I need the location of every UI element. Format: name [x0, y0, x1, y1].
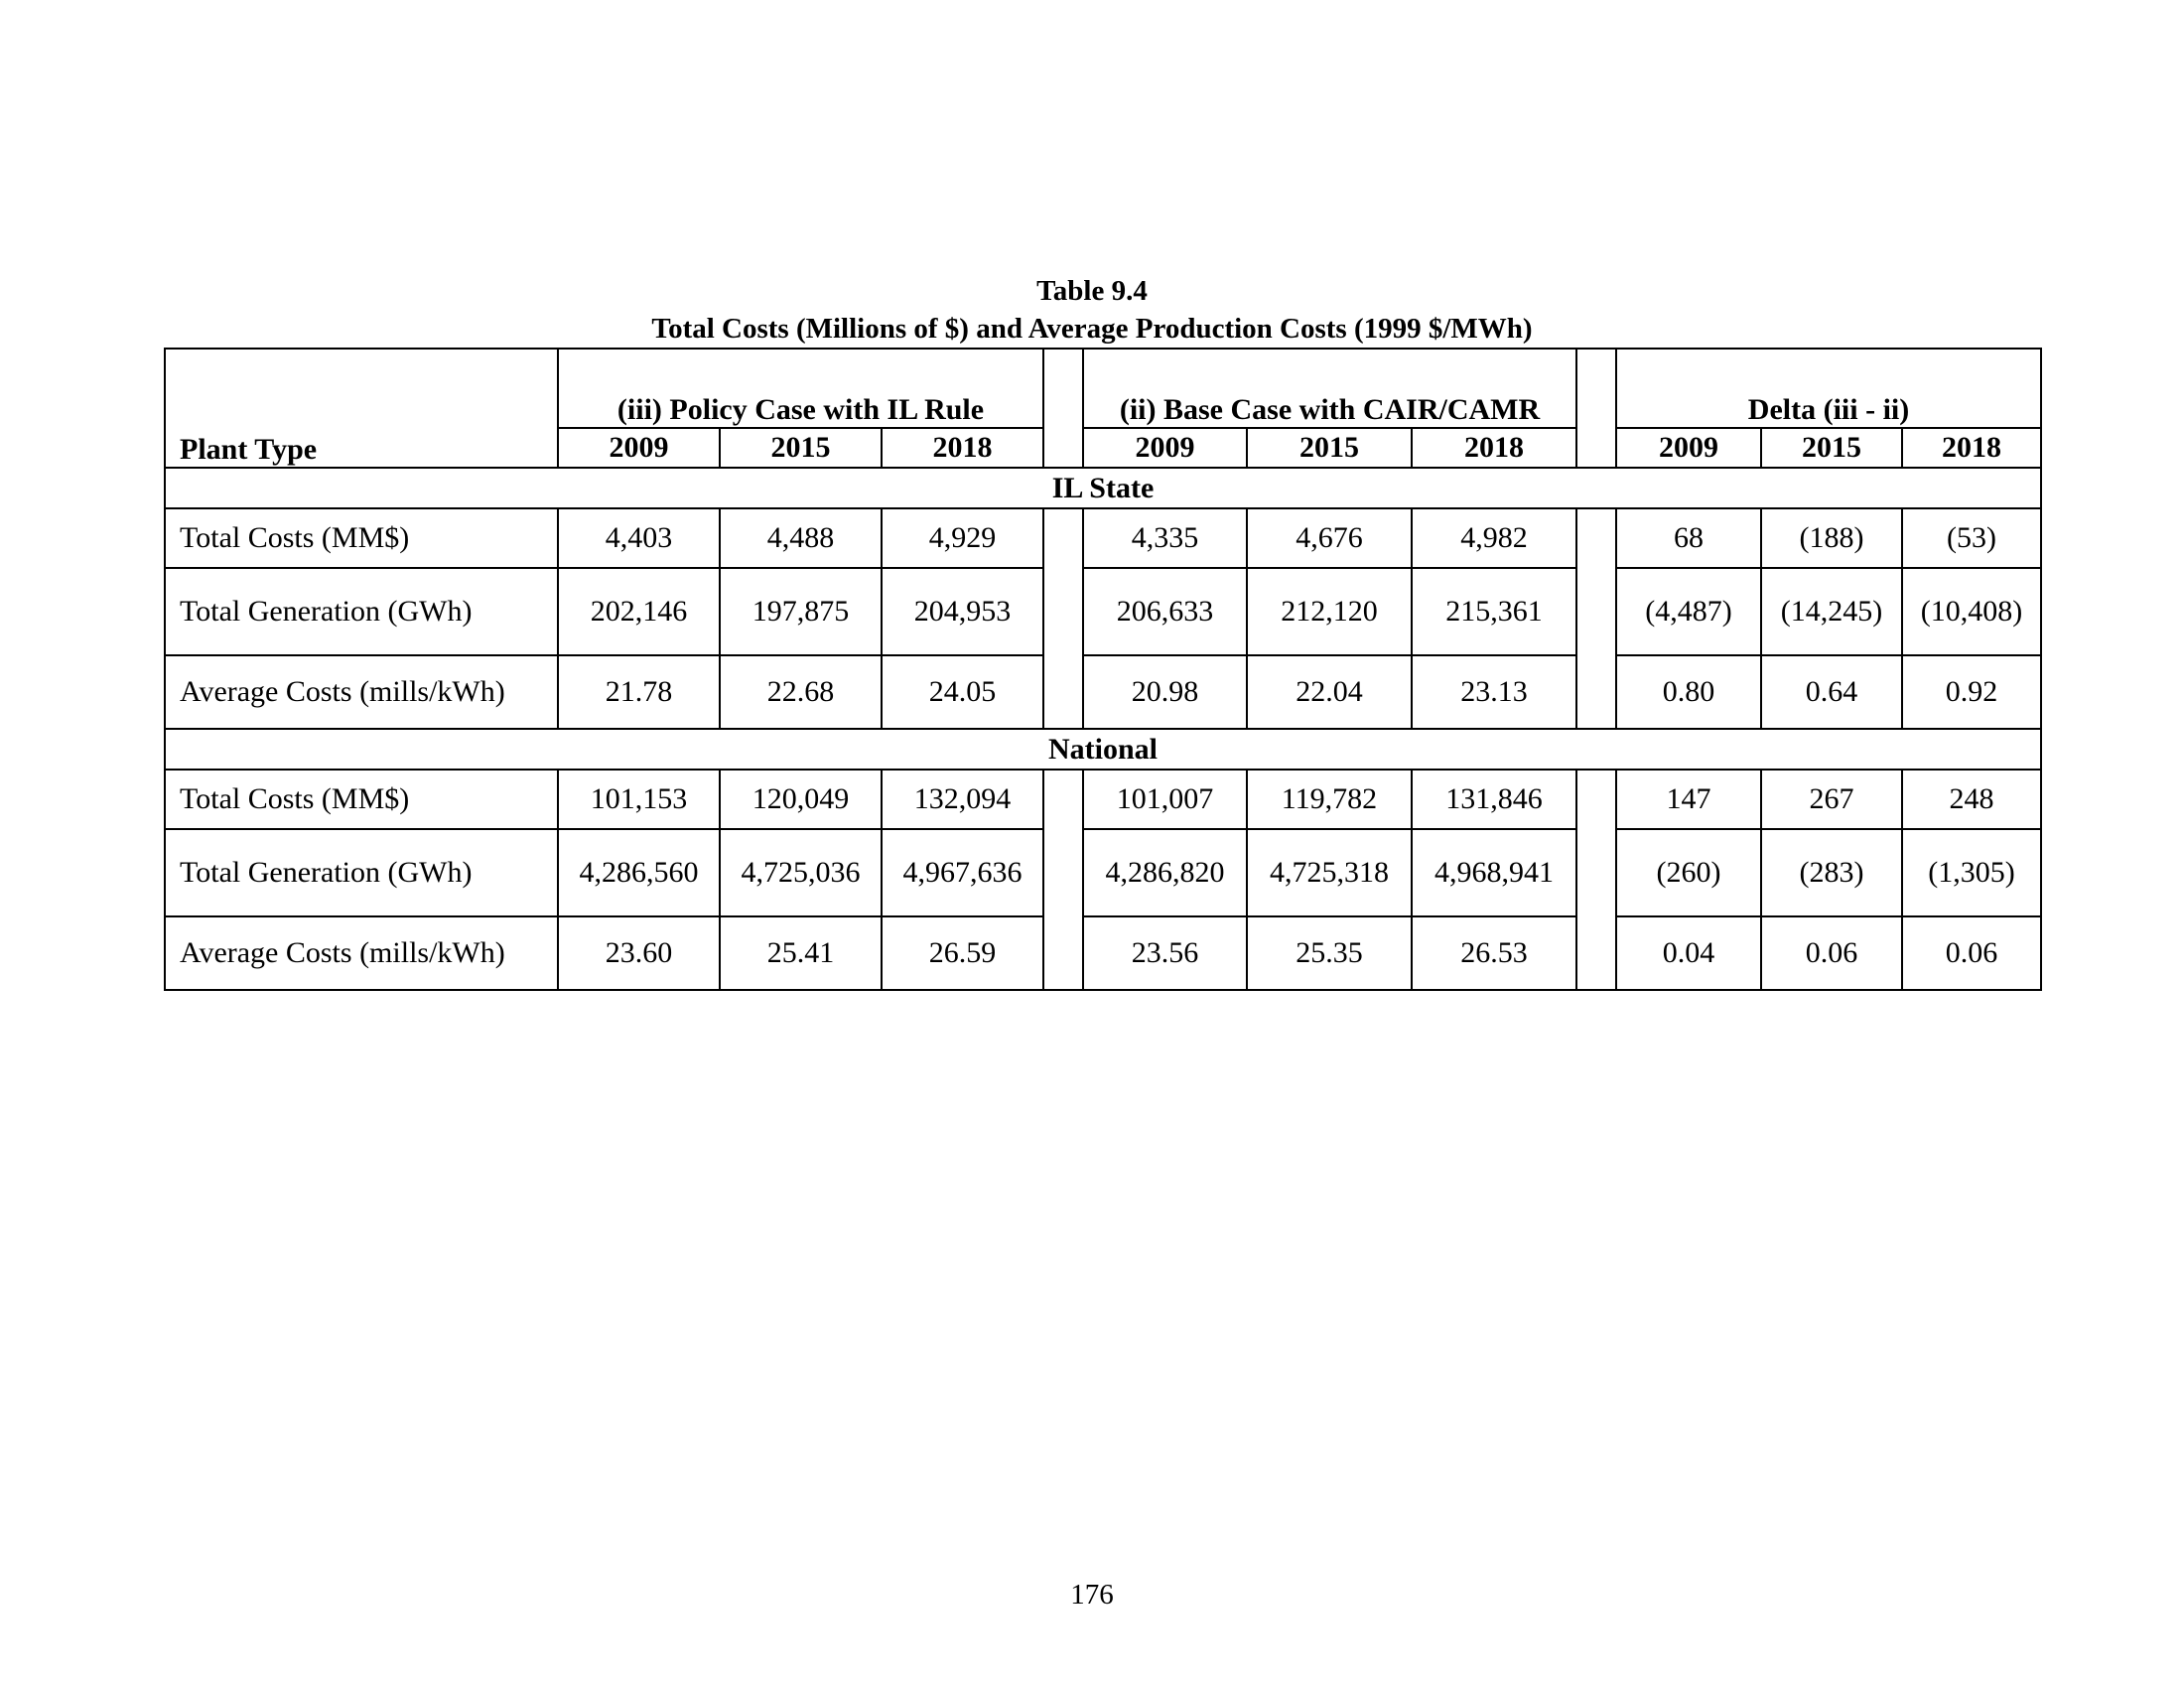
table-cell: 23.60	[558, 916, 720, 990]
table-cell: 24.05	[882, 655, 1043, 729]
table-cell: 22.04	[1247, 655, 1412, 729]
table-cell: (188)	[1761, 508, 1902, 568]
table-cell: 147	[1616, 770, 1761, 829]
section-header-row	[165, 468, 2041, 508]
table-cell: (1,305)	[1902, 829, 2041, 916]
table-cell: 4,968,941	[1412, 829, 1576, 916]
table-row	[165, 508, 2041, 568]
table-cell: 4,725,036	[720, 829, 882, 916]
table-cell: (4,487)	[1616, 568, 1761, 655]
table-cell: 0.06	[1761, 916, 1902, 990]
table-cell: 215,361	[1412, 568, 1576, 655]
table-cell: 119,782	[1247, 770, 1412, 829]
row-label: Total Costs (MM$)	[165, 770, 558, 829]
table-cell: (283)	[1761, 829, 1902, 916]
table-cell: (10,408)	[1902, 568, 2041, 655]
table-cell: 0.64	[1761, 655, 1902, 729]
year-header: 2009	[1616, 428, 1761, 468]
table-cell: 25.41	[720, 916, 882, 990]
table-row	[165, 655, 2041, 729]
table-cell: 21.78	[558, 655, 720, 729]
table-cell: 20.98	[1083, 655, 1247, 729]
table-cell: 25.35	[1247, 916, 1412, 990]
table-number: Table 9.4	[1036, 275, 1148, 307]
table-cell: 120,049	[720, 770, 882, 829]
section-header-row	[165, 729, 2041, 770]
year-header: 2018	[1902, 428, 2041, 468]
row-label: Total Costs (MM$)	[165, 508, 558, 568]
table-cell: 4,488	[720, 508, 882, 568]
table-cell: 4,982	[1412, 508, 1576, 568]
table-cell: 23.56	[1083, 916, 1247, 990]
table-row	[165, 568, 2041, 655]
year-header: 2015	[1761, 428, 1902, 468]
table-cell: 197,875	[720, 568, 882, 655]
policy-case-header: (iii) Policy Case with IL Rule	[558, 349, 1043, 428]
table-cell: 0.04	[1616, 916, 1761, 990]
table-cell: 4,676	[1247, 508, 1412, 568]
table-cell: 4,335	[1083, 508, 1247, 568]
column-gap	[1043, 508, 1083, 729]
table-cell: 131,846	[1412, 770, 1576, 829]
table-cell: 212,120	[1247, 568, 1412, 655]
table-cell: 26.59	[882, 916, 1043, 990]
table-cell: 204,953	[882, 568, 1043, 655]
table-row	[165, 829, 2041, 916]
column-gap	[1576, 770, 1616, 990]
table-cell: 4,403	[558, 508, 720, 568]
table-cell: 101,153	[558, 770, 720, 829]
table-cell: 68	[1616, 508, 1761, 568]
table-cell: 26.53	[1412, 916, 1576, 990]
group-header-row	[165, 349, 2041, 428]
table-row	[165, 916, 2041, 990]
table-cell: 206,633	[1083, 568, 1247, 655]
table-title: Total Costs (Millions of $) and Average Production Costs (1999 $/MWh)	[651, 313, 1533, 345]
table-row	[165, 770, 2041, 829]
delta-header: Delta (iii - ii)	[1616, 349, 2041, 428]
table-cell: (14,245)	[1761, 568, 1902, 655]
table-cell: 202,146	[558, 568, 720, 655]
year-header: 2009	[558, 428, 720, 468]
column-gap	[1576, 349, 1616, 468]
base-case-header: (ii) Base Case with CAIR/CAMR	[1083, 349, 1576, 428]
row-label: Total Generation (GWh)	[165, 568, 558, 655]
table-cell: 22.68	[720, 655, 882, 729]
year-header: 2015	[1247, 428, 1412, 468]
year-header: 2018	[882, 428, 1043, 468]
table-cell: 0.80	[1616, 655, 1761, 729]
section-title-il-state: IL State	[165, 468, 2041, 508]
table-cell: 4,929	[882, 508, 1043, 568]
year-header: 2009	[1083, 428, 1247, 468]
table-cell: 23.13	[1412, 655, 1576, 729]
table-cell: (260)	[1616, 829, 1761, 916]
table-cell: 132,094	[882, 770, 1043, 829]
table-cell: 101,007	[1083, 770, 1247, 829]
column-gap	[1043, 770, 1083, 990]
year-header: 2015	[720, 428, 882, 468]
section-title-national: National	[165, 729, 2041, 770]
year-header: 2018	[1412, 428, 1576, 468]
table-cell: 0.06	[1902, 916, 2041, 990]
table-cell: 248	[1902, 770, 2041, 829]
plant-type-header: Plant Type	[165, 349, 558, 468]
cost-table	[164, 348, 2042, 991]
table-cell: 267	[1761, 770, 1902, 829]
row-label: Average Costs (mills/kWh)	[165, 916, 558, 990]
row-label: Average Costs (mills/kWh)	[165, 655, 558, 729]
table-cell: 0.92	[1902, 655, 2041, 729]
table-cell: (53)	[1902, 508, 2041, 568]
row-label: Total Generation (GWh)	[165, 829, 558, 916]
table-cell: 4,725,318	[1247, 829, 1412, 916]
column-gap	[1043, 349, 1083, 468]
table-cell: 4,967,636	[882, 829, 1043, 916]
table-cell: 4,286,560	[558, 829, 720, 916]
table-cell: 4,286,820	[1083, 829, 1247, 916]
column-gap	[1576, 508, 1616, 729]
page-number: 176	[1070, 1579, 1114, 1611]
